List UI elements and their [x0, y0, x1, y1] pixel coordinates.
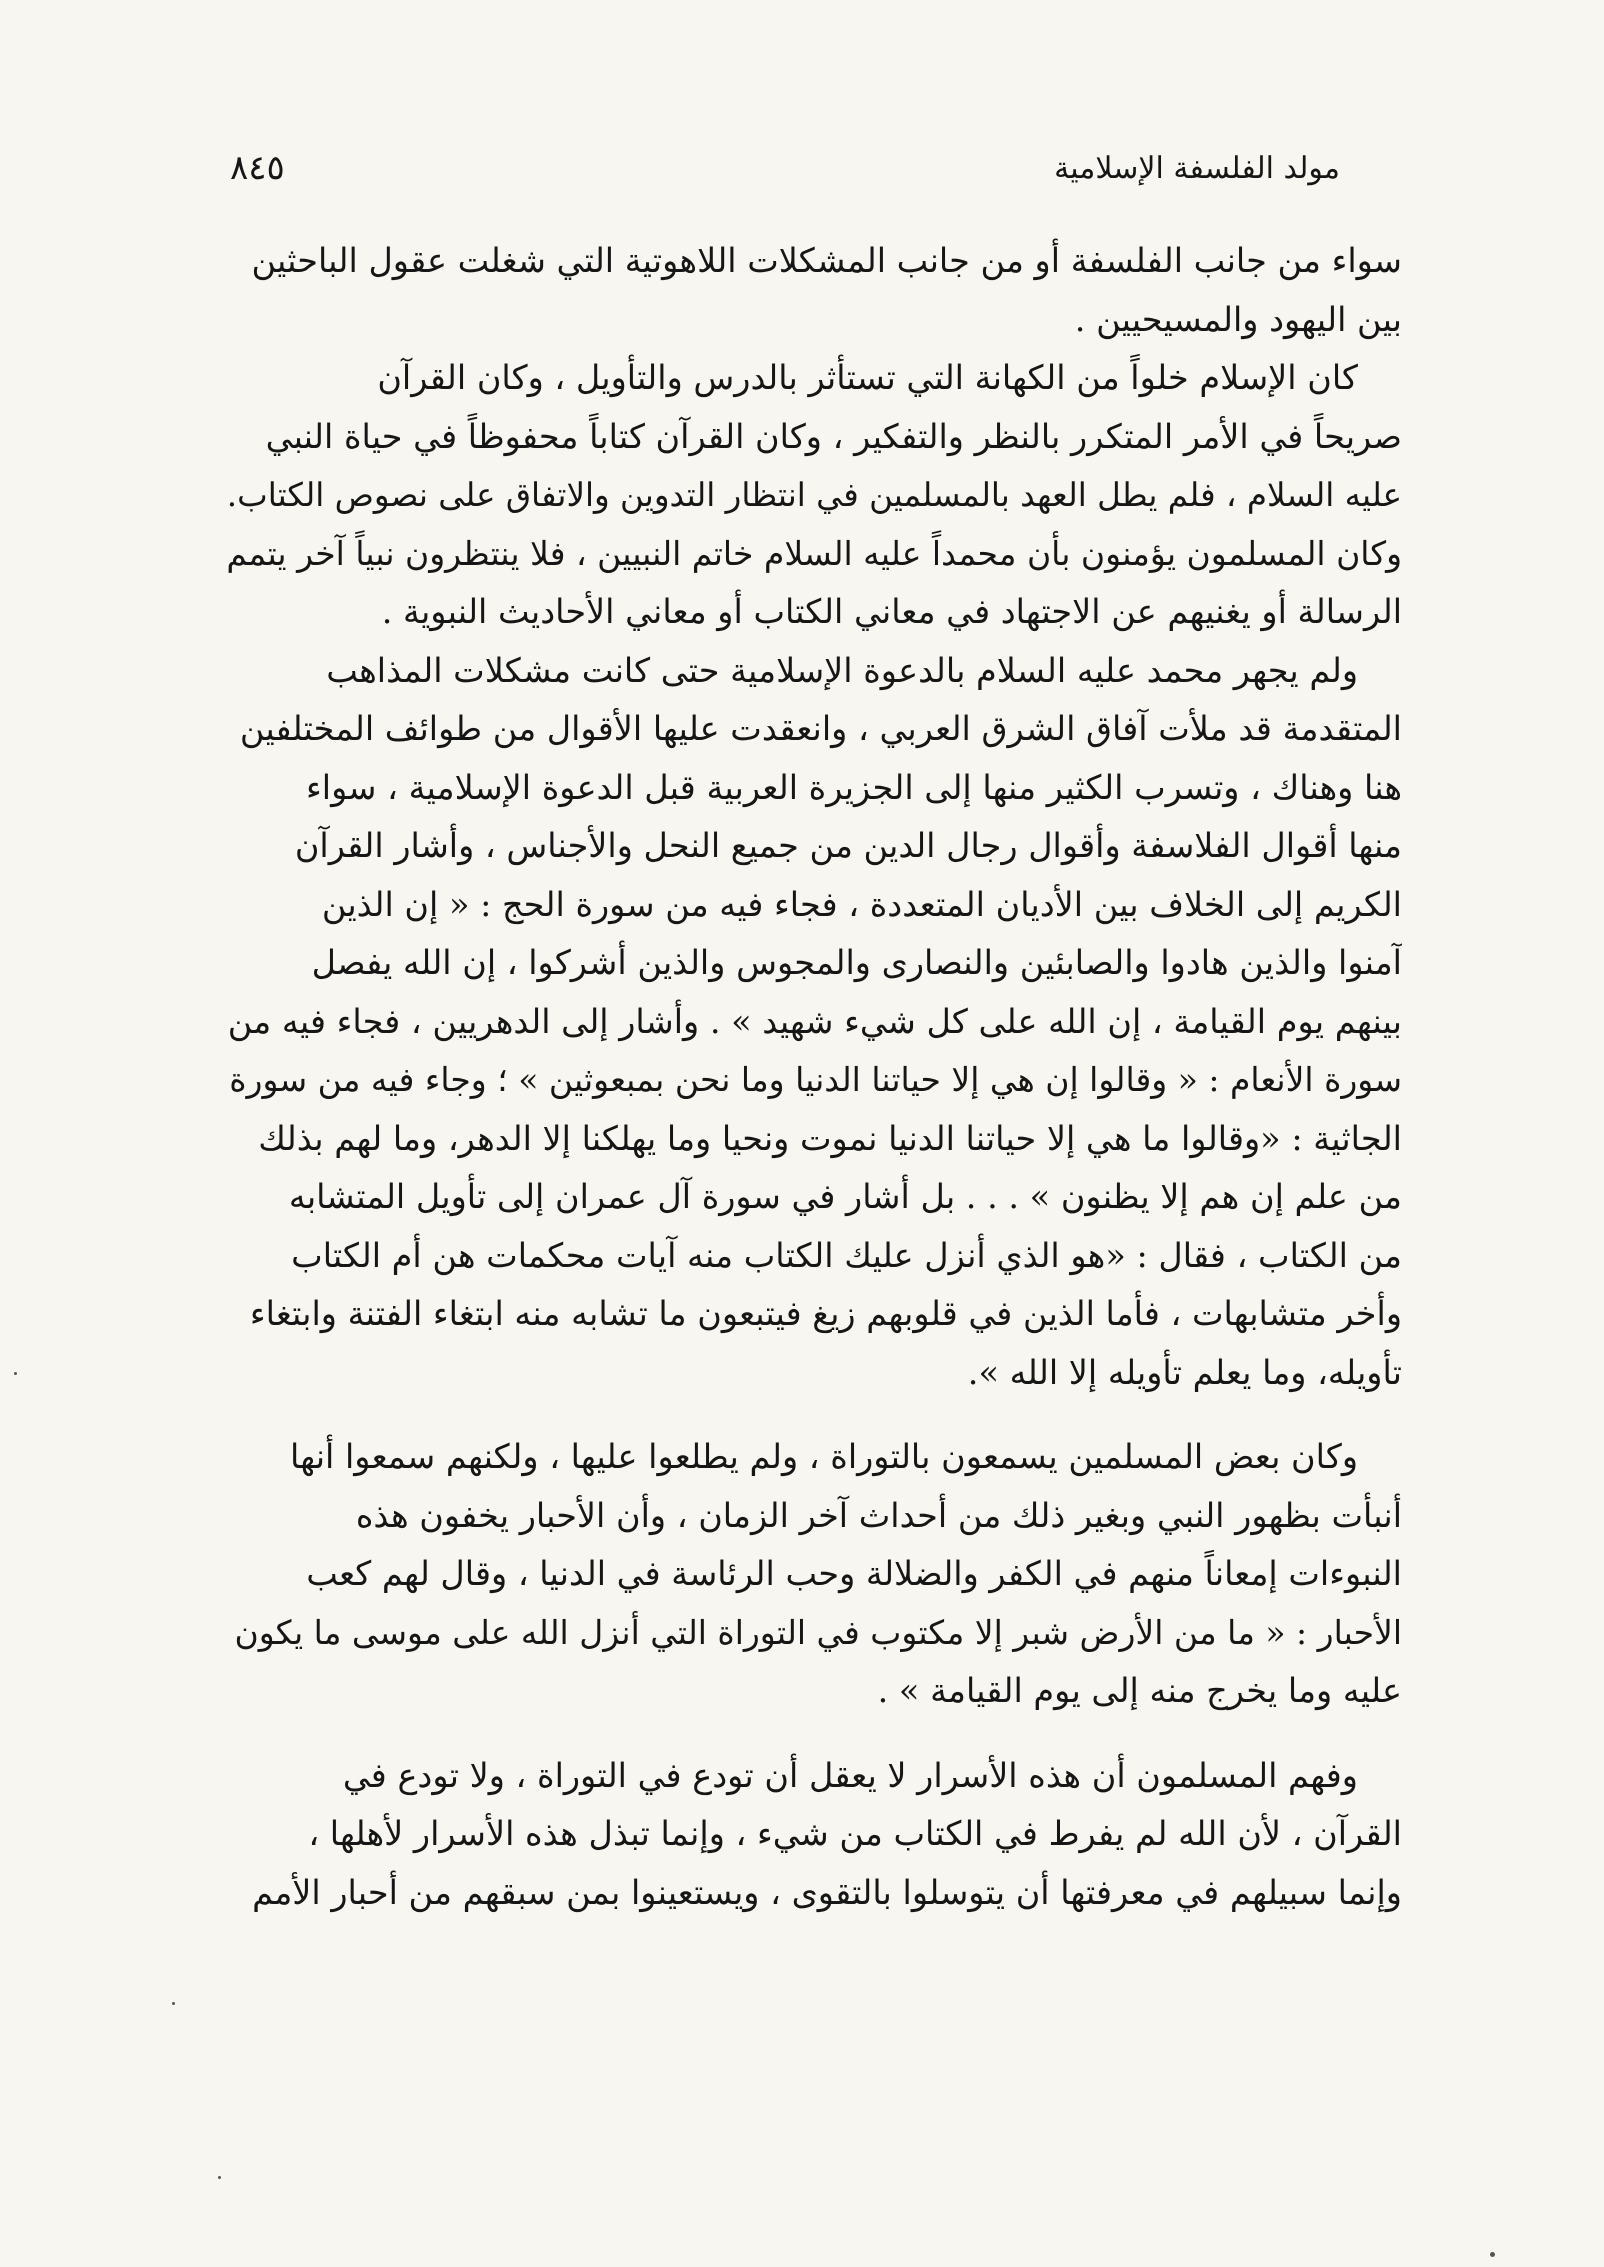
text-line: أنبأت بظهور النبي وبغير ذلك من أحداث آخر الزمان ، وأن الأحبار يخفون هذه	[355, 1495, 1402, 1535]
scan-speck	[218, 2176, 221, 2179]
text-line: ولم يجهر محمد عليه السلام بالدعوة الإسلامية حتى كانت مشكلات المذاهب	[326, 650, 1358, 690]
text-line: بين اليهود والمسيحيين .	[1074, 299, 1402, 339]
paragraph	[226, 525, 1402, 642]
scan-speck	[1490, 2252, 1495, 2257]
text-line: الجاثية : «وقالوا ما هي إلا حياتنا الدنيا نموت ونحيا وما يهلكنا إلا الدهر، وما لهم بذلك	[258, 1118, 1402, 1158]
text-line: عليه وما يخرج منه إلى يوم القيامة » .	[877, 1671, 1402, 1710]
text-line: آمنوا والذين هادوا والصابئين والنصارى والمجوس والذين أشركوا ، إن الله يفصل	[311, 943, 1402, 982]
text-line: الكريم إلى الخلاف بين الأديان المتعددة ، فجاء فيه من سورة الحج : « إن الذين	[321, 884, 1402, 924]
text-line: تأويله، وما يعلم تأويله إلا الله ».	[967, 1352, 1402, 1392]
text-line: المتقدمة قد ملأت آفاق الشرق العربي ، وانعقدت عليها الأقوال من طوائف المختلفين	[239, 709, 1402, 748]
text-line: هنا وهناك ، وتسرب الكثير منها إلى الجزيرة العربية قبل الدعوة الإسلامية ، سواء	[306, 767, 1402, 807]
scan-speck	[172, 2002, 175, 2005]
text-line: عليه السلام ، فلم يطل العهد بالمسلمين في انتظار التدوين والاتفاق على نصوص الكتاب.	[226, 476, 1402, 514]
text-line: الأحبار : « ما من الأرض شبر إلا مكتوب في التوراة التي أنزل الله على موسى ما يكون	[234, 1612, 1402, 1652]
text-line: وأخر متشابهات ، فأما الذين في قلوبهم زيغ فيتبعون ما تشابه منه ابتغاء الفتنة وابتغاء	[249, 1294, 1402, 1333]
paragraph	[226, 349, 1402, 525]
page-number: ٨٤٥	[230, 148, 285, 188]
text-line: سواء من جانب الفلسفة أو من جانب المشكلات اللاهوتية التي شغلت عقول الباحثين	[251, 241, 1402, 280]
running-title: مولد الفلسفة الإسلامية	[1054, 150, 1340, 186]
text-line: النبوءات إمعاناً منهم في الكفر والضلالة وحب الرئاسة في الدنيا ، وقال لهم كعب	[306, 1554, 1402, 1593]
text-line: من الكتاب ، فقال : «هو الذي أنزل عليك الكتاب منه آيات محكمات هن أم الكتاب	[291, 1235, 1402, 1275]
text-line: القرآن ، لأن الله لم يفرط في الكتاب من شيء ، وإنما تبذل هذه الأسرار لأهلها ،	[308, 1814, 1402, 1853]
page-header	[230, 138, 1400, 198]
text-line: وفهم المسلمون أن هذه الأسرار لا يعقل أن تودع في التوراة ، ولا تودع في	[342, 1755, 1358, 1795]
paragraph	[226, 642, 1402, 1403]
scan-speck	[14, 1372, 17, 1375]
body-text	[226, 232, 1402, 1922]
text-line: وكان بعض المسلمين يسمعون بالتوراة ، ولم يطلعوا عليها ، ولكنهم سمعوا أنها	[290, 1437, 1358, 1476]
text-line: منها أقوال الفلاسفة وأقوال رجال الدين من جميع النحل والأجناس ، وأشار القرآن	[294, 826, 1402, 865]
text-line: كان الإسلام خلواً من الكهانة التي تستأثر بالدرس والتأويل ، وكان القرآن	[377, 358, 1358, 397]
paragraph	[226, 1747, 1402, 1923]
text-line: بينهم يوم القيامة ، إن الله على كل شيء شهيد » . وأشار إلى الدهريين ، فجاء فيه من	[227, 1001, 1402, 1041]
text-line: سورة الأنعام : « وقالوا إن هي إلا حياتنا الدنيا وما نحن بمبعوثين » ؛ وجاء فيه من سورة	[229, 1060, 1402, 1099]
text-line: صريحاً في الأمر المتكرر بالنظر والتفكير ، وكان القرآن كتاباً محفوظاً في حياة النبي	[265, 416, 1402, 456]
text-line: الرسالة أو يغنيهم عن الاجتهاد في معاني الكتاب أو معاني الأحاديث النبوية .	[381, 592, 1402, 631]
paragraph	[226, 1428, 1402, 1721]
text-line: وإنما سبيلهم في معرفتها أن يتوسلوا بالتقوى ، ويستعينوا بمن سبقهم من أحبار الأمم	[252, 1872, 1402, 1912]
paragraph	[226, 232, 1402, 349]
text-line: وكان المسلمون يؤمنون بأن محمداً عليه السلام خاتم النبيين ، فلا ينتظرون نبياً آخر يتمم	[226, 533, 1402, 573]
text-line: من علم إن هم إلا يظنون » . . . بل أشار في سورة آل عمران إلى تأويل المتشابه	[288, 1177, 1402, 1216]
